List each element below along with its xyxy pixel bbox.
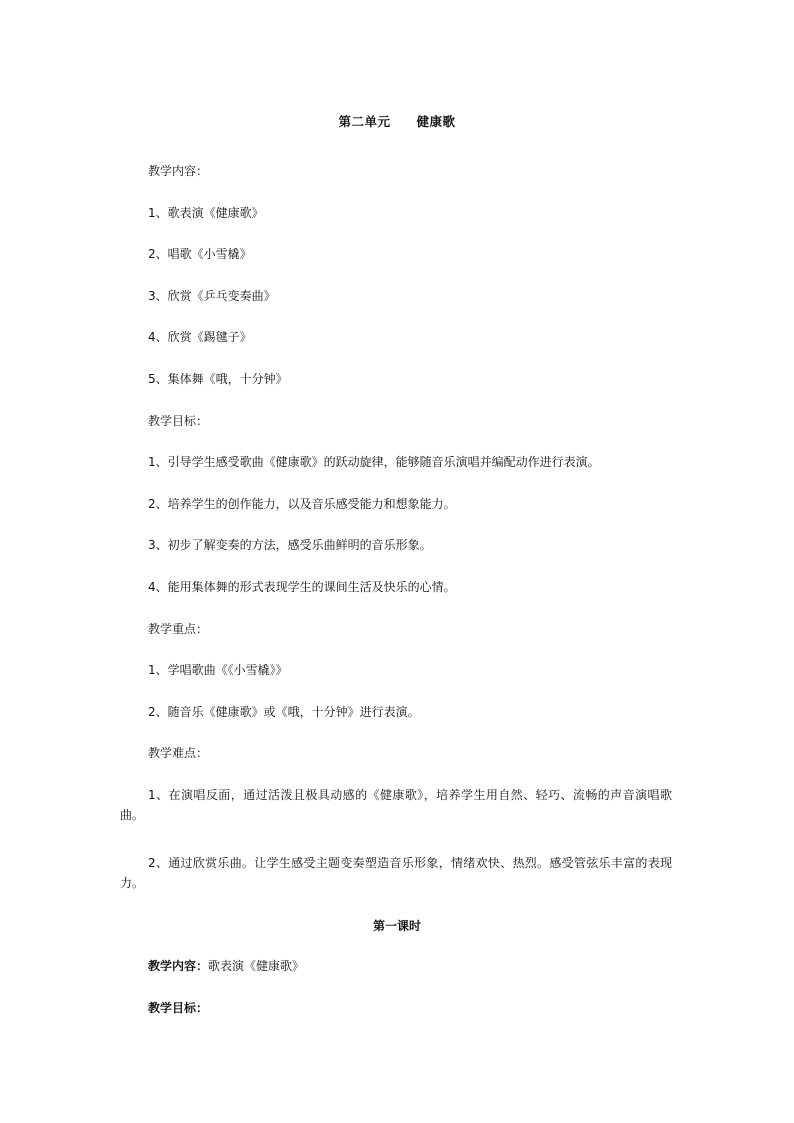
lesson-goals-heading: 教学目标： [148, 1001, 209, 1015]
lesson-content [148, 958, 694, 974]
content-item: 2、唱歌《小雪橇》 [148, 247, 252, 261]
goals-heading: 教学目标： [148, 414, 209, 428]
content-item: 5、集体舞《哦，十分钟》 [148, 372, 288, 386]
goal-item: 2、培养学生的创作能力，以及音乐感受能力和想象能力。 [148, 497, 456, 511]
goal-item: 4、能用集体舞的形式表现学生的课间生活及快乐的心情。 [148, 580, 456, 594]
unit-title [0, 112, 794, 130]
unit-name: 健康歌 [416, 114, 456, 129]
key-point-item: 1、学唱歌曲《《小雪橇》》 [148, 663, 288, 677]
lesson-heading: 第一课时 [372, 919, 421, 933]
content-heading: 教学内容： [148, 164, 209, 178]
lesson-content-label: 教学内容： [148, 959, 209, 973]
unit-number: 第二单元 [338, 114, 391, 129]
key-point-item: 2、随音乐《健康歌》或《哦，十分钟》进行表演。 [148, 705, 420, 719]
difficult-points-heading: 教学难点： [148, 746, 209, 760]
content-item: 3、欣赏《乒乓变奏曲》 [148, 289, 276, 303]
difficult-point-item: 2、通过欣赏乐曲。让学生感受主题变奏塑造音乐形象，情绪欢快、热烈。感受管弦乐丰富的表现力。 [120, 856, 672, 890]
goal-item: 1、引导学生感受歌曲《健康歌》的跃动旋律，能够随音乐演唱并编配动作进行表演。 [148, 455, 600, 469]
content-item: 4、欣赏《踢毽子》 [148, 330, 252, 344]
goal-item: 3、初步了解变奏的方法，感受乐曲鲜明的音乐形象。 [148, 538, 432, 552]
content-item: 1、歌表演《健康歌》 [148, 206, 264, 220]
key-points-heading: 教学重点： [148, 622, 209, 636]
difficult-point-item: 1、在演唱反面，通过活泼且极具动感的《健康歌》，培养学生用自然、轻巧、流畅的声音演唱歌曲。 [120, 788, 672, 822]
lesson-content-value: 歌表演《健康歌》 [208, 959, 305, 973]
